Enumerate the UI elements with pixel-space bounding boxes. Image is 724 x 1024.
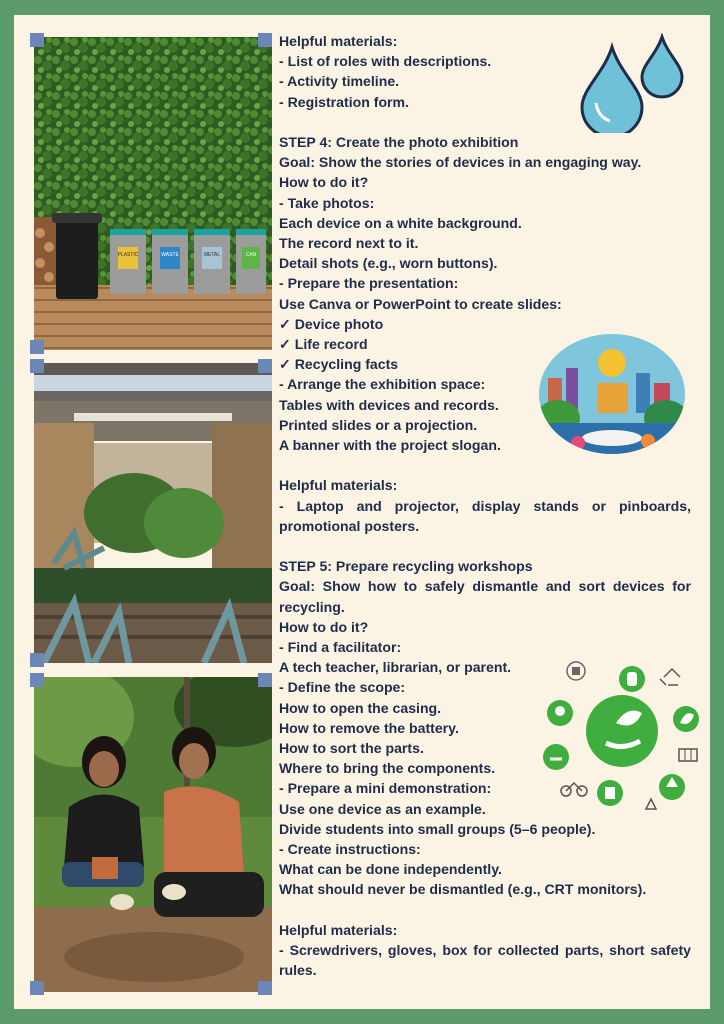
plug-icon bbox=[567, 662, 585, 680]
text-line: - Find a facilitator: bbox=[279, 639, 402, 656]
text-line: - Prepare a mini demonstration: bbox=[279, 780, 492, 797]
text-line: - Define the scope: bbox=[279, 679, 406, 696]
text-line: A tech teacher, librarian, or parent. bbox=[279, 659, 512, 676]
text-line: How to sort the parts. bbox=[279, 740, 424, 757]
hand-drop-icon bbox=[543, 744, 569, 770]
text-line: How to remove the battery. bbox=[279, 719, 459, 736]
text-line: How to open the casing. bbox=[279, 699, 442, 716]
text-paragraph: What should never be dismantled (e.g., CRT monitors). bbox=[279, 881, 647, 898]
recycle-icon bbox=[660, 669, 680, 685]
helpful-materials-heading: Helpful materials: bbox=[279, 33, 398, 49]
bin-label-can: CAN bbox=[245, 252, 257, 258]
photo-corner bbox=[30, 981, 44, 995]
text-line: - Take photos: bbox=[279, 194, 375, 211]
photo-corner bbox=[258, 981, 272, 995]
text-line: Each device on a white background. bbox=[279, 214, 522, 231]
photo-corner bbox=[30, 359, 44, 373]
text-line: - List of roles with descriptions. bbox=[279, 53, 492, 70]
tree-icon bbox=[659, 774, 685, 800]
text-line: - Registration form. bbox=[279, 93, 409, 110]
photo-corner bbox=[30, 340, 44, 354]
checklist-item: ✓ Life record bbox=[279, 336, 368, 353]
text-line: Detail shots (e.g., worn buttons). bbox=[279, 255, 498, 272]
photo-corner bbox=[258, 673, 272, 687]
text-line: Use Canva or PowerPoint to create slides: bbox=[279, 295, 562, 312]
page bbox=[14, 15, 710, 1009]
text-line: The record next to it. bbox=[279, 235, 419, 252]
text-line: What can be done independently. bbox=[279, 861, 502, 878]
text-paragraph: - Laptop and projector, display stands or pinboards, promotional posters. bbox=[279, 497, 691, 534]
bin-label-waste: WASTE bbox=[161, 252, 179, 258]
tree-outline-icon bbox=[646, 799, 656, 809]
text-line: - Arrange the exhibition space: bbox=[279, 376, 486, 393]
bicycle-icon bbox=[561, 783, 587, 796]
leaf-icon bbox=[673, 706, 699, 732]
step-5-goal: Goal: Show how to safely dismantle and sort devices for recycling. bbox=[279, 578, 691, 615]
solar-panel-icon bbox=[679, 749, 697, 761]
bin-icon bbox=[597, 780, 623, 806]
text-paragraph: - Screwdrivers, gloves, box for collected parts, short safety rules. bbox=[279, 942, 691, 979]
photo-gardening-women bbox=[34, 677, 272, 992]
text-line: Use one device as an example. bbox=[279, 800, 486, 817]
recycling-circle-icon bbox=[538, 333, 686, 460]
text-line: - Activity timeline. bbox=[279, 73, 400, 90]
text-line: - Create instructions: bbox=[279, 841, 421, 858]
checklist-item: ✓ Device photo bbox=[279, 315, 384, 332]
photo-corner bbox=[30, 653, 44, 667]
photo-corner bbox=[258, 359, 272, 373]
text-line: How to do it? bbox=[279, 174, 369, 191]
text-line: - Prepare the presentation: bbox=[279, 275, 459, 292]
content-text bbox=[279, 31, 691, 980]
photo-corner bbox=[30, 673, 44, 687]
text-line: How to do it? bbox=[279, 618, 369, 635]
step-4-heading: STEP 4: Create the photo exhibition bbox=[279, 134, 519, 150]
spacer bbox=[279, 536, 691, 556]
hand-icon bbox=[619, 666, 645, 692]
water-drops-icon bbox=[574, 33, 684, 138]
photo-corner bbox=[258, 33, 272, 47]
bulb-icon bbox=[547, 700, 573, 726]
spacer bbox=[279, 900, 691, 920]
text-line: Divide students into small groups (5–6 people). bbox=[279, 820, 596, 837]
photo-recycling-bins bbox=[34, 37, 272, 350]
photo-corner bbox=[30, 33, 44, 47]
text-line: Tables with devices and records. bbox=[279, 396, 499, 413]
photo-garden-courtyard bbox=[34, 363, 272, 663]
helpful-materials-heading: Helpful materials: bbox=[279, 477, 398, 494]
bin-label-metal: METAL bbox=[203, 252, 221, 258]
bin-label-plastic: PLASTIC bbox=[117, 252, 139, 258]
step-5-heading: STEP 5: Prepare recycling workshops bbox=[279, 558, 533, 575]
text-line: Where to bring the components. bbox=[279, 760, 496, 777]
eco-icons-cluster bbox=[536, 661, 706, 816]
text-line: A banner with the project slogan. bbox=[279, 437, 501, 454]
checklist-item: ✓ Recycling facts bbox=[279, 356, 399, 373]
helpful-materials-heading: Helpful materials: bbox=[279, 921, 398, 938]
text-line: Printed slides or a projection. bbox=[279, 416, 478, 433]
step-4-goal: Goal: Show the stories of devices in an engaging way. bbox=[279, 154, 642, 171]
